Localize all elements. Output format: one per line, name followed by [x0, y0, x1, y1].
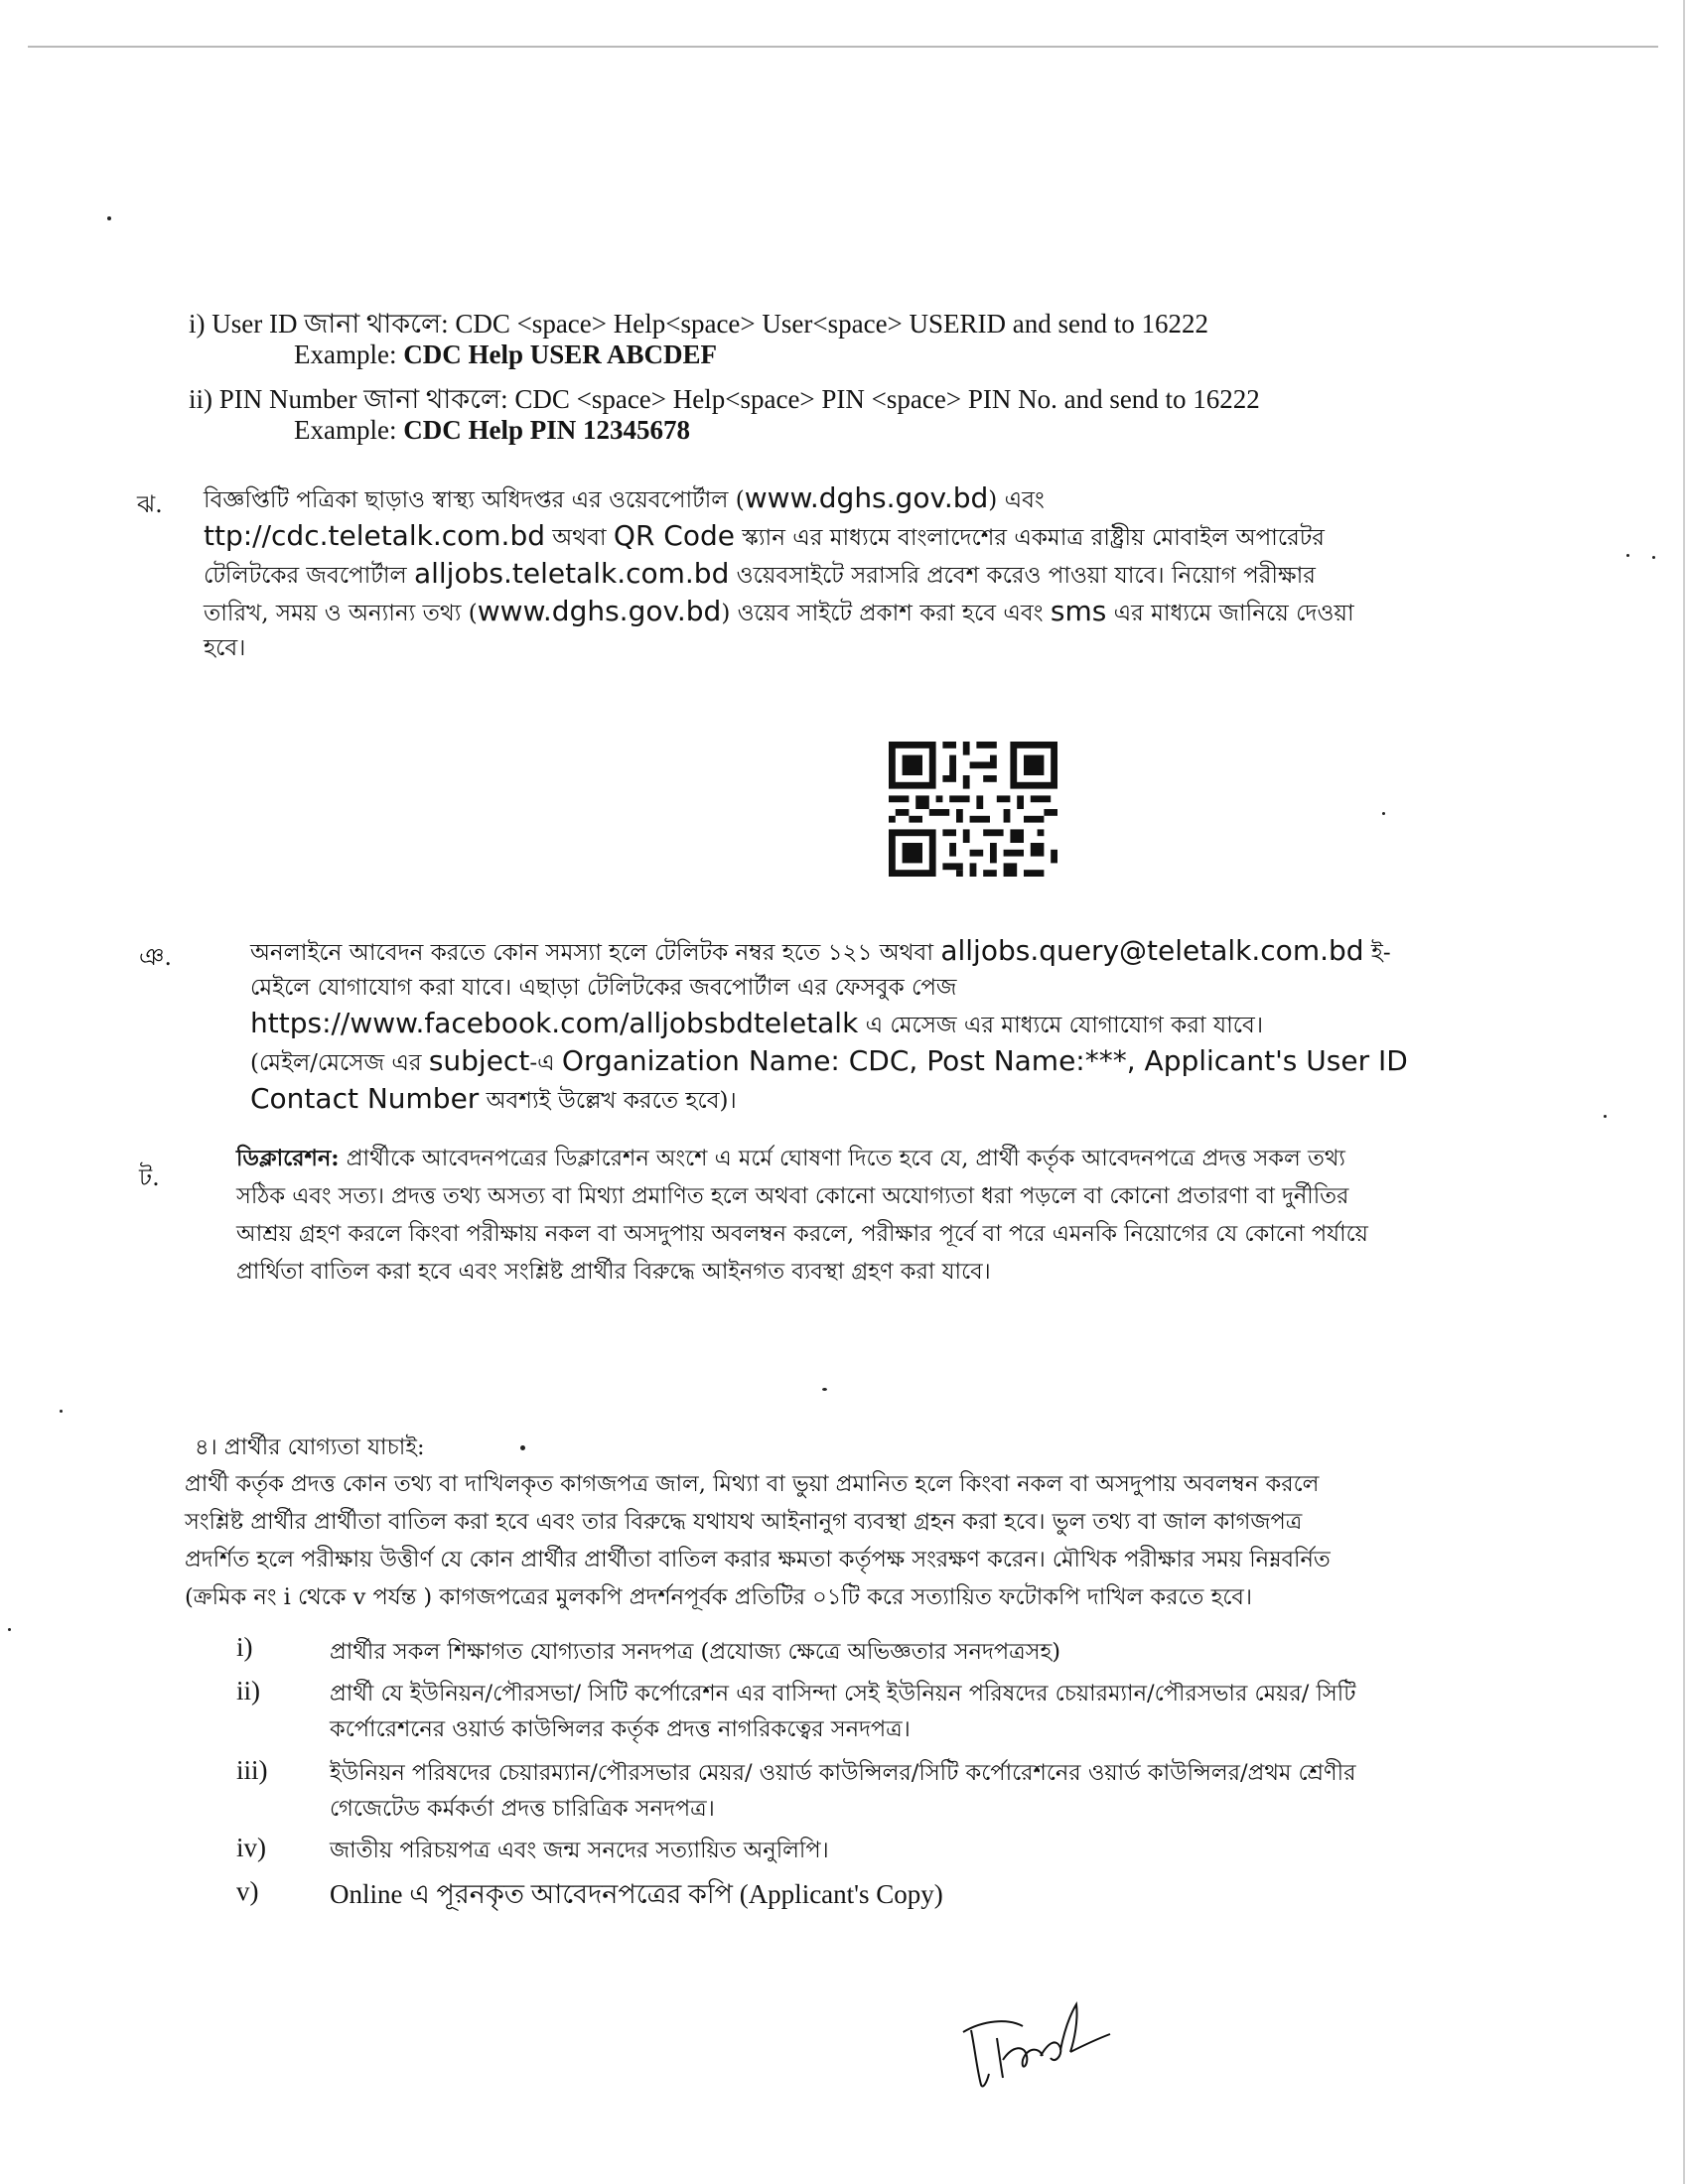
scan-speck [822, 1388, 827, 1391]
list-item-number: i) [236, 1632, 253, 1662]
alljobs-link[interactable]: alljobs.teletalk.com.bd [413, 557, 730, 590]
list-item-text: Online এ পূরনকৃত আবেদনপত্রের কপি (Applicant's Copy) [330, 1879, 943, 1909]
dghs-link[interactable]: www.dghs.gov.bd [744, 481, 989, 514]
list-item-text: ইউনিয়ন পরিষদের চেয়ারম্যান/পৌরসভার মেয়র/ ওয়ার্ড কাউন্সিলর/সিটি কর্পোরেশনের ওয়ার্ড কাউন্সিলর/প্রথম শ্রেণীর গেজেটেড কর্মকর্তা প্রদত্ত চারিত্রিক সনদপত্র। [330, 1760, 1356, 1822]
list-item-number: iii) [236, 1755, 268, 1785]
scan-speck [60, 1410, 63, 1413]
list-item-number: ii) [236, 1676, 260, 1706]
list-item-text: প্রার্থী যে ইউনিয়ন/পৌরসভা/ সিটি কর্পোরেশন এর বাসিন্দা সেই ইউনিয়ন পরিষদের চেয়ারম্যান/পৌরসভার মেয়র/ সিটি কর্পোরেশনের ওয়ার্ড কাউন্সিলর কর্তৃক প্রদত্ত নাগরিকত্বের সনদপত্র। [330, 1681, 1356, 1742]
scan-speck [107, 216, 111, 220]
section-ta-declaration: ডিক্লারেশন: প্রার্থীকে আবেদনপত্রের ডিক্লারেশন অংশে এ মর্মে ঘোষণা দিতে হবে যে, প্রার্থী কর্তৃক আবেদনপত্রে প্রদত্ত সকল তথ্য সঠিক এবং সত্য। প্রদত্ত তথ্য অসত্য বা মিথ্যা প্রমাণিত হলে অথবা কোনো অযোগ্যতা ধরা পড়লে বা কোনো প্রতারণা বা দুর্নীতির আশ্রয় গ্রহণ করলে কিংবা পরীক্ষায় নকল বা অসদুপায় অবলম্বন করলে, পরীক্ষার পূর্বে বা পরে এমনকি নিয়োগের যে কোনো পর্যায়ে প্রার্থিতা বাতিল করা হবে এবং সংশ্লিষ্ট প্রার্থীর বিরুদ্ধে আইনগত ব্যবস্থা গ্রহণ করা যাবে। [236, 1146, 1368, 1285]
signature-image [953, 1990, 1122, 2110]
section-marker-ta: ট. [139, 1163, 160, 1191]
section-marker-nya: ঞ. [139, 943, 172, 971]
scan-speck [520, 1445, 525, 1450]
query-email-link[interactable]: alljobs.query@teletalk.com.bd [940, 934, 1364, 967]
section-4-title: ৪। প্রার্থীর যোগ্যতা যাচাই: [195, 1434, 425, 1460]
scan-speck [1652, 556, 1655, 559]
list-item-number: iv) [236, 1833, 266, 1862]
cdc-teletalk-link[interactable]: ttp://cdc.teletalk.com.bd [204, 519, 545, 552]
scan-speck [1626, 554, 1629, 557]
dghs-link-2[interactable]: www.dghs.gov.bd [477, 595, 722, 627]
sms-help-user-id: i) User ID জানা থাকলে: CDC <space> Help<space> User<space> USERID and send to 16222 [189, 309, 1209, 339]
section-jha-paragraph: বিজ্ঞপ্তিটি পত্রিকা ছাড়াও স্বাস্থ্য অধিদপ্তর এর ওয়েবপোর্টাল (www.dghs.gov.bd) এবং ttp://cdc.teletalk.com.bd অথবা QR Code স্ক্যান এর মাধ্যমে বাংলাদেশের একমাত্র রাষ্ট্রীয় মোবাইল অপারেটর টেলিটকের জবপোর্টাল alljobs.teletalk.com.bd ওয়েবসাইটে সরাসরি প্রবেশ করেও পাওয়া যাবে। নিয়োগ পরীক্ষার তারিখ, সময় ও অন্যান্য তথ্য (www.dghs.gov.bd) ওয়েব সাইটে প্রকাশ করা হবে এবং sms এর মাধ্যমে জানিয়ে দেওয়া হবে। [204, 481, 1354, 661]
sms-help-pin-example: Example: CDC Help PIN 12345678 [294, 415, 690, 445]
section-4-paragraph: প্রার্থী কর্তৃক প্রদত্ত কোন তথ্য বা দাখিলকৃত কাগজপত্র জাল, মিথ্যা বা ভুয়া প্রমানিত হলে কিংবা নকল বা অসদুপায় অবলম্বন করলে সংশ্লিষ্ট প্রার্থীর প্রার্থীতা বাতিল করা হবে এবং তার বিরুদ্ধে যথাযথ আইনানুগ ব্যবস্থা গ্রহন করা হবে। ভুল তথ্য বা জাল কাগজপত্র প্রদর্শিত হলে পরীক্ষায় উত্তীর্ণ যে কোন প্রার্থীর প্রার্থীতা বাতিল করার ক্ষমতা কর্তৃপক্ষ সংরক্ষণ করেন। মৌখিক পরীক্ষার সময় নিম্নবর্নিত (ক্রমিক নং i থেকে v পর্যন্ত ) কাগজপত্রের মুলকপি প্রদর্শনপূর্বক প্রতিটির ০১টি করে সত্যায়িত ফটোকপি দাখিল করতে হবে। [185, 1471, 1331, 1610]
list-item-text: জাতীয় পরিচয়পত্র এবং জন্ম সনদের সত্যায়িত অনুলিপি। [330, 1838, 829, 1863]
section-marker-jha: ঝ. [137, 490, 163, 518]
list-item-number: v) [236, 1876, 259, 1906]
scan-speck [1604, 1115, 1607, 1118]
top-border-line [28, 46, 1658, 48]
facebook-page-link[interactable]: https://www.facebook.com/alljobsbdteletalk [250, 1007, 859, 1039]
qr-code-image [889, 742, 1057, 877]
scan-speck [1382, 812, 1385, 815]
list-item-text: প্রার্থীর সকল শিক্ষাগত যোগ্যতার সনদপত্র (প্রযোজ্য ক্ষেত্রে অভিজ্ঞতার সনদপত্রসহ) [330, 1639, 1061, 1665]
sms-help-user-example: Example: CDC Help USER ABCDEF [294, 340, 718, 369]
scan-speck [8, 1628, 11, 1631]
right-border-line [1683, 0, 1685, 2184]
declaration-label: ডিক্লারেশন: [236, 1146, 340, 1171]
sms-help-pin: ii) PIN Number জানা থাকলে: CDC <space> Help<space> PIN <space> PIN No. and send to 16222 [189, 384, 1260, 414]
section-nya-paragraph: অনলাইনে আবেদন করতে কোন সমস্যা হলে টেলিটক নম্বর হতে ১২১ অথবা alljobs.query@teletalk.com.bd ই- মেইলে যোগাযোগ করা যাবে। এছাড়া টেলিটকের জবপোর্টাল এর ফেসবুক পেজ https://www.facebook.com/alljobsbdteletalk এ মেসেজ এর মাধ্যমে যোগাযোগ করা যাবে। (মেইল/মেসেজ এর subject-এ Organization Name: CDC, Post Name:***, Applicant's User ID Contact Number অবশ্যই উল্লেখ করতে হবে)। [250, 934, 1408, 1115]
